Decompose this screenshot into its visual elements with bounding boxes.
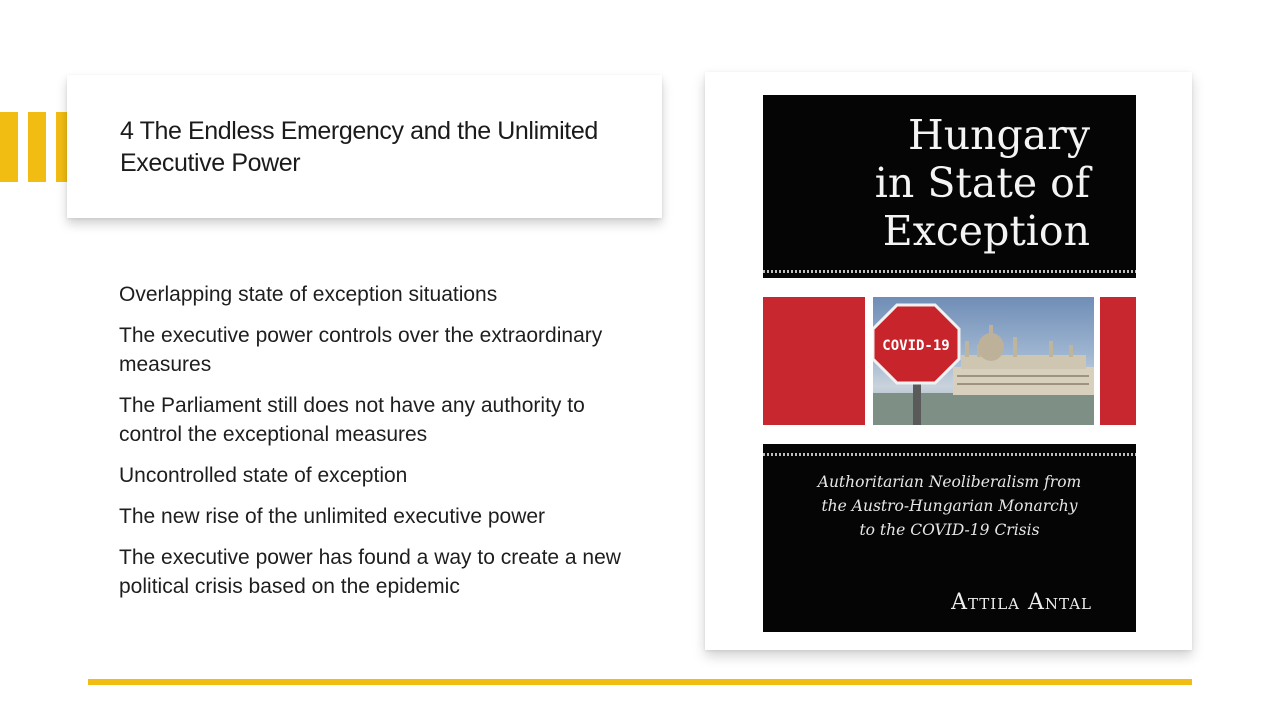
cover-subtitle-panel bbox=[763, 444, 1136, 632]
book-author: Attila Antal bbox=[951, 590, 1092, 615]
bullet-item: The executive power controls over the extraordinary measures bbox=[119, 324, 603, 376]
book-subtitle-line: Authoritarian Neoliberalism from bbox=[817, 473, 1082, 491]
book-title-line: Exception bbox=[882, 207, 1090, 255]
slide-title: 4 The Endless Emergency and the Unlimited Executive Power bbox=[120, 117, 598, 177]
dotted-divider bbox=[763, 453, 1136, 456]
title-card bbox=[67, 75, 662, 218]
sign-text: COVID-19 bbox=[882, 338, 950, 354]
cover-title-panel bbox=[763, 95, 1136, 278]
book-title-line: Hungary bbox=[907, 111, 1090, 159]
accent-bar-1 bbox=[0, 112, 18, 182]
book-title-line: in State of bbox=[874, 159, 1090, 207]
cover-photo bbox=[873, 297, 1094, 425]
parliament-stop-sign-image bbox=[873, 297, 1094, 425]
cover-red-block-right bbox=[1100, 297, 1136, 425]
bullet-item: Uncontrolled state of exception bbox=[119, 464, 408, 487]
book-title bbox=[875, 111, 1090, 255]
book-subtitle-line: to the COVID-19 Crisis bbox=[859, 521, 1040, 539]
dotted-divider bbox=[763, 270, 1136, 273]
cover-red-block-left bbox=[763, 297, 865, 425]
bullet-item: The Parliament still does not have any authority to control the exceptional measures bbox=[119, 394, 585, 446]
book-cover bbox=[763, 95, 1136, 632]
bullet-item: The new rise of the unlimited executive power bbox=[119, 505, 546, 528]
book-subtitle-line: the Austro-Hungarian Monarchy bbox=[821, 497, 1078, 515]
bullet-list bbox=[119, 280, 649, 613]
bullet-item: Overlapping state of exception situations bbox=[119, 283, 498, 306]
accent-bar-2 bbox=[28, 112, 46, 182]
book-subtitle bbox=[773, 470, 1126, 542]
bottom-accent-rule bbox=[88, 679, 1192, 685]
book-cover-card bbox=[705, 72, 1192, 650]
bullet-item: The executive power has found a way to create a new political crisis based on the epidemic bbox=[119, 546, 621, 598]
